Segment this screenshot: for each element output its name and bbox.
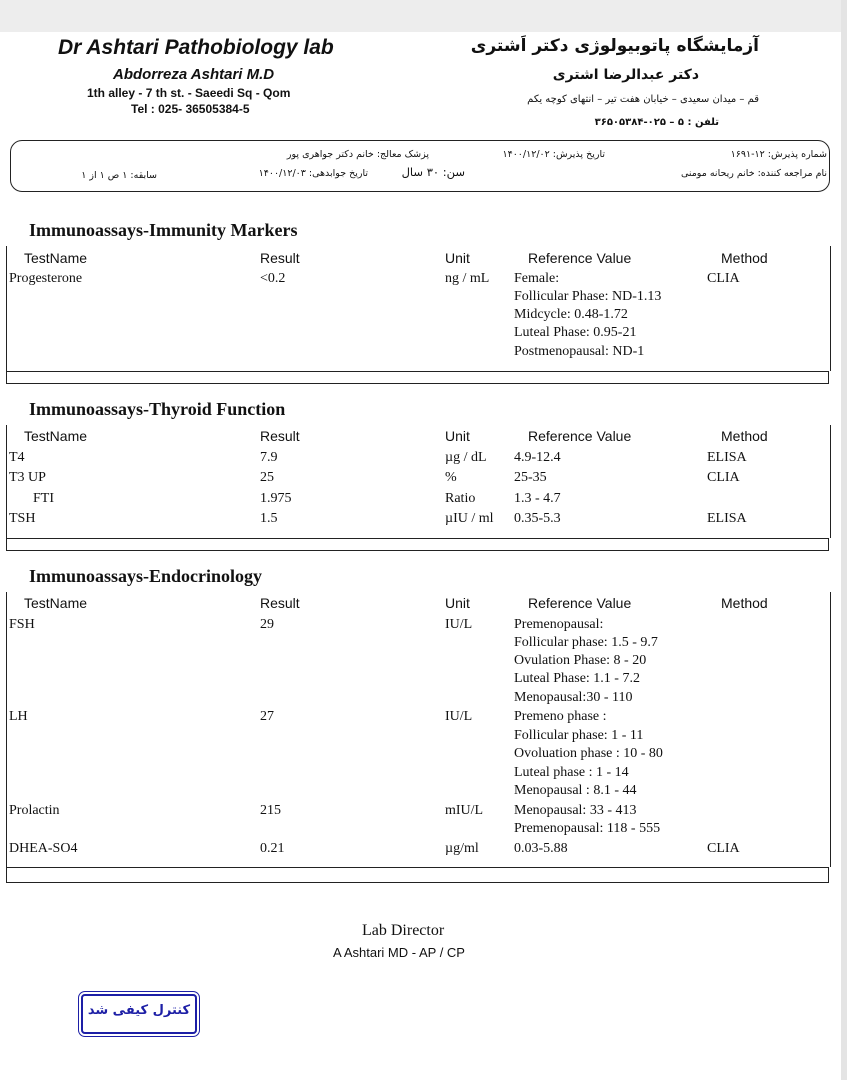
test-result: 0.21 xyxy=(260,841,285,856)
test-method: ELISA xyxy=(707,511,747,526)
column-header-reference: Reference Value xyxy=(528,250,632,266)
section-table-bottom xyxy=(6,867,829,883)
quality-control-stamp xyxy=(81,994,197,1034)
test-result: 215 xyxy=(260,803,281,818)
section-table-frame xyxy=(6,246,831,371)
reference-line: Premeno phase : xyxy=(514,709,607,724)
patient-age: سن: ۳۰ سال xyxy=(401,165,465,179)
test-result: 27 xyxy=(260,709,274,724)
test-result: 1.5 xyxy=(260,511,278,526)
column-header-test: TestName xyxy=(24,250,88,266)
column-header-result: Result xyxy=(260,428,300,444)
reference-line: 0.03-5.88 xyxy=(514,841,568,856)
test-name: FSH xyxy=(9,617,35,632)
lab-doctor-english: Abdorreza Ashtari M.D xyxy=(113,66,275,83)
column-header-reference: Reference Value xyxy=(528,595,632,611)
stamp-text: کنترل کیفی شد xyxy=(87,1003,191,1018)
reference-line: Luteal Phase: 1.1 - 7.2 xyxy=(514,671,640,686)
test-name: TSH xyxy=(9,511,36,526)
test-name: T3 UP xyxy=(9,470,46,485)
reference-line: Ovulation Phase: 8 - 20 xyxy=(514,653,647,668)
reference-line: 25-35 xyxy=(514,470,547,485)
reference-line: 0.35-5.3 xyxy=(514,511,561,526)
test-name: FTI xyxy=(33,491,54,506)
section-table-frame xyxy=(6,592,831,867)
lab-phone-english: Tel : 025- 36505384-5 xyxy=(131,102,250,116)
lab-name-persian: آزمایشگاه پاتوبیولوژی دکتر اَشتری xyxy=(470,36,759,56)
test-unit: mIU/L xyxy=(445,803,484,818)
top-margin-strip xyxy=(0,0,847,32)
test-name: T4 xyxy=(9,450,25,465)
column-header-method: Method xyxy=(721,595,768,611)
column-header-unit: Unit xyxy=(445,250,470,266)
reference-line: Female: xyxy=(514,271,560,286)
test-result: 1.975 xyxy=(260,491,292,506)
section-title: Immunoassays-Immunity Markers xyxy=(29,220,298,240)
column-header-unit: Unit xyxy=(445,428,470,444)
admission-number: شماره پذیرش: ۱۲-۱۶۹۱ xyxy=(730,149,827,160)
test-result: 7.9 xyxy=(260,450,278,465)
reference-line: Postmenopausal: ND-1 xyxy=(514,344,645,359)
column-header-unit: Unit xyxy=(445,595,470,611)
test-unit: µg / dL xyxy=(445,450,487,465)
test-name: DHEA-SO4 xyxy=(9,841,78,856)
reference-line: Midcycle: 0.48-1.72 xyxy=(514,307,628,322)
column-header-result: Result xyxy=(260,250,300,266)
reference-line: Follicular Phase: ND-1.13 xyxy=(514,289,662,304)
test-result: 29 xyxy=(260,617,274,632)
test-unit: µIU / ml xyxy=(445,511,494,526)
test-name: LH xyxy=(9,709,28,724)
lab-phone-persian: تلفن : ۵ – ۰۲۵-۳۶۵۰۵۳۸۴ xyxy=(594,117,719,128)
lab-address-english: 1th alley - 7 th st. - Saeedi Sq - Qom xyxy=(87,86,291,100)
reference-line: Luteal phase : 1 - 14 xyxy=(514,765,629,780)
test-method: CLIA xyxy=(707,470,740,485)
admission-date: تاریخ پذیرش: ۱۴۰۰/۱۲/۰۲ xyxy=(502,149,605,160)
column-header-method: Method xyxy=(721,428,768,444)
column-header-test: TestName xyxy=(24,428,88,444)
reference-line: 1.3 - 4.7 xyxy=(514,491,561,506)
lab-doctor-persian: دکتر عبدالرضا اشتری xyxy=(552,67,699,83)
test-unit: IU/L xyxy=(445,617,473,632)
reference-line: Follicular phase: 1 - 11 xyxy=(514,728,644,743)
test-result: <0.2 xyxy=(260,271,286,286)
treating-doctor: پزشک معالج: خانم دکتر جواهری پور xyxy=(286,149,429,160)
reference-line: Premenopausal: 118 - 555 xyxy=(514,821,661,836)
reference-line: Follicular phase: 1.5 - 9.7 xyxy=(514,635,658,650)
reference-line: Ovoluation phase : 10 - 80 xyxy=(514,746,663,761)
reference-line: Luteal Phase: 0.95-21 xyxy=(514,325,637,340)
lab-name-english: Dr Ashtari Pathobiology lab xyxy=(58,36,334,59)
answer-date: تاریخ جوابدهی: ۱۴۰۰/۱۲/۰۳ xyxy=(258,168,368,179)
reference-line: Premenopausal: xyxy=(514,617,604,632)
test-unit: % xyxy=(445,470,457,485)
column-header-test: TestName xyxy=(24,595,88,611)
test-name: Progesterone xyxy=(9,271,83,286)
page-history: سابقه: ۱ ص ۱ از ۱ xyxy=(81,170,157,181)
column-header-method: Method xyxy=(721,250,768,266)
test-unit: IU/L xyxy=(445,709,473,724)
lab-director-title: Lab Director xyxy=(362,922,445,939)
reference-line: Menopausal: 33 - 413 xyxy=(514,803,637,818)
section-title: Immunoassays-Thyroid Function xyxy=(29,399,286,419)
column-header-reference: Reference Value xyxy=(528,428,632,444)
section-table-bottom xyxy=(6,371,829,384)
reference-line: 4.9-12.4 xyxy=(514,450,561,465)
test-unit: Ratio xyxy=(445,491,476,506)
patient-name: نام مراجعه کننده: خانم ریحانه مومنی xyxy=(680,168,827,179)
test-result: 25 xyxy=(260,470,274,485)
reference-line: Menopausal:30 - 110 xyxy=(514,690,633,705)
reference-line: Menopausal : 8.1 - 44 xyxy=(514,783,637,798)
section-table-bottom xyxy=(6,538,829,551)
lab-address-persian: قم – میدان سعیدی – خیابان هفت تیر – انتهای کوچه یکم xyxy=(527,94,759,105)
right-margin-strip xyxy=(841,0,847,1080)
test-name: Prolactin xyxy=(9,803,60,818)
section-title: Immunoassays-Endocrinology xyxy=(29,566,263,586)
column-header-result: Result xyxy=(260,595,300,611)
test-method: CLIA xyxy=(707,841,740,856)
test-unit: µg/ml xyxy=(445,841,479,856)
lab-director-name: A Ashtari MD - AP / CP xyxy=(333,945,465,960)
test-method: CLIA xyxy=(707,271,740,286)
test-method: ELISA xyxy=(707,450,747,465)
test-unit: ng / mL xyxy=(445,271,490,286)
